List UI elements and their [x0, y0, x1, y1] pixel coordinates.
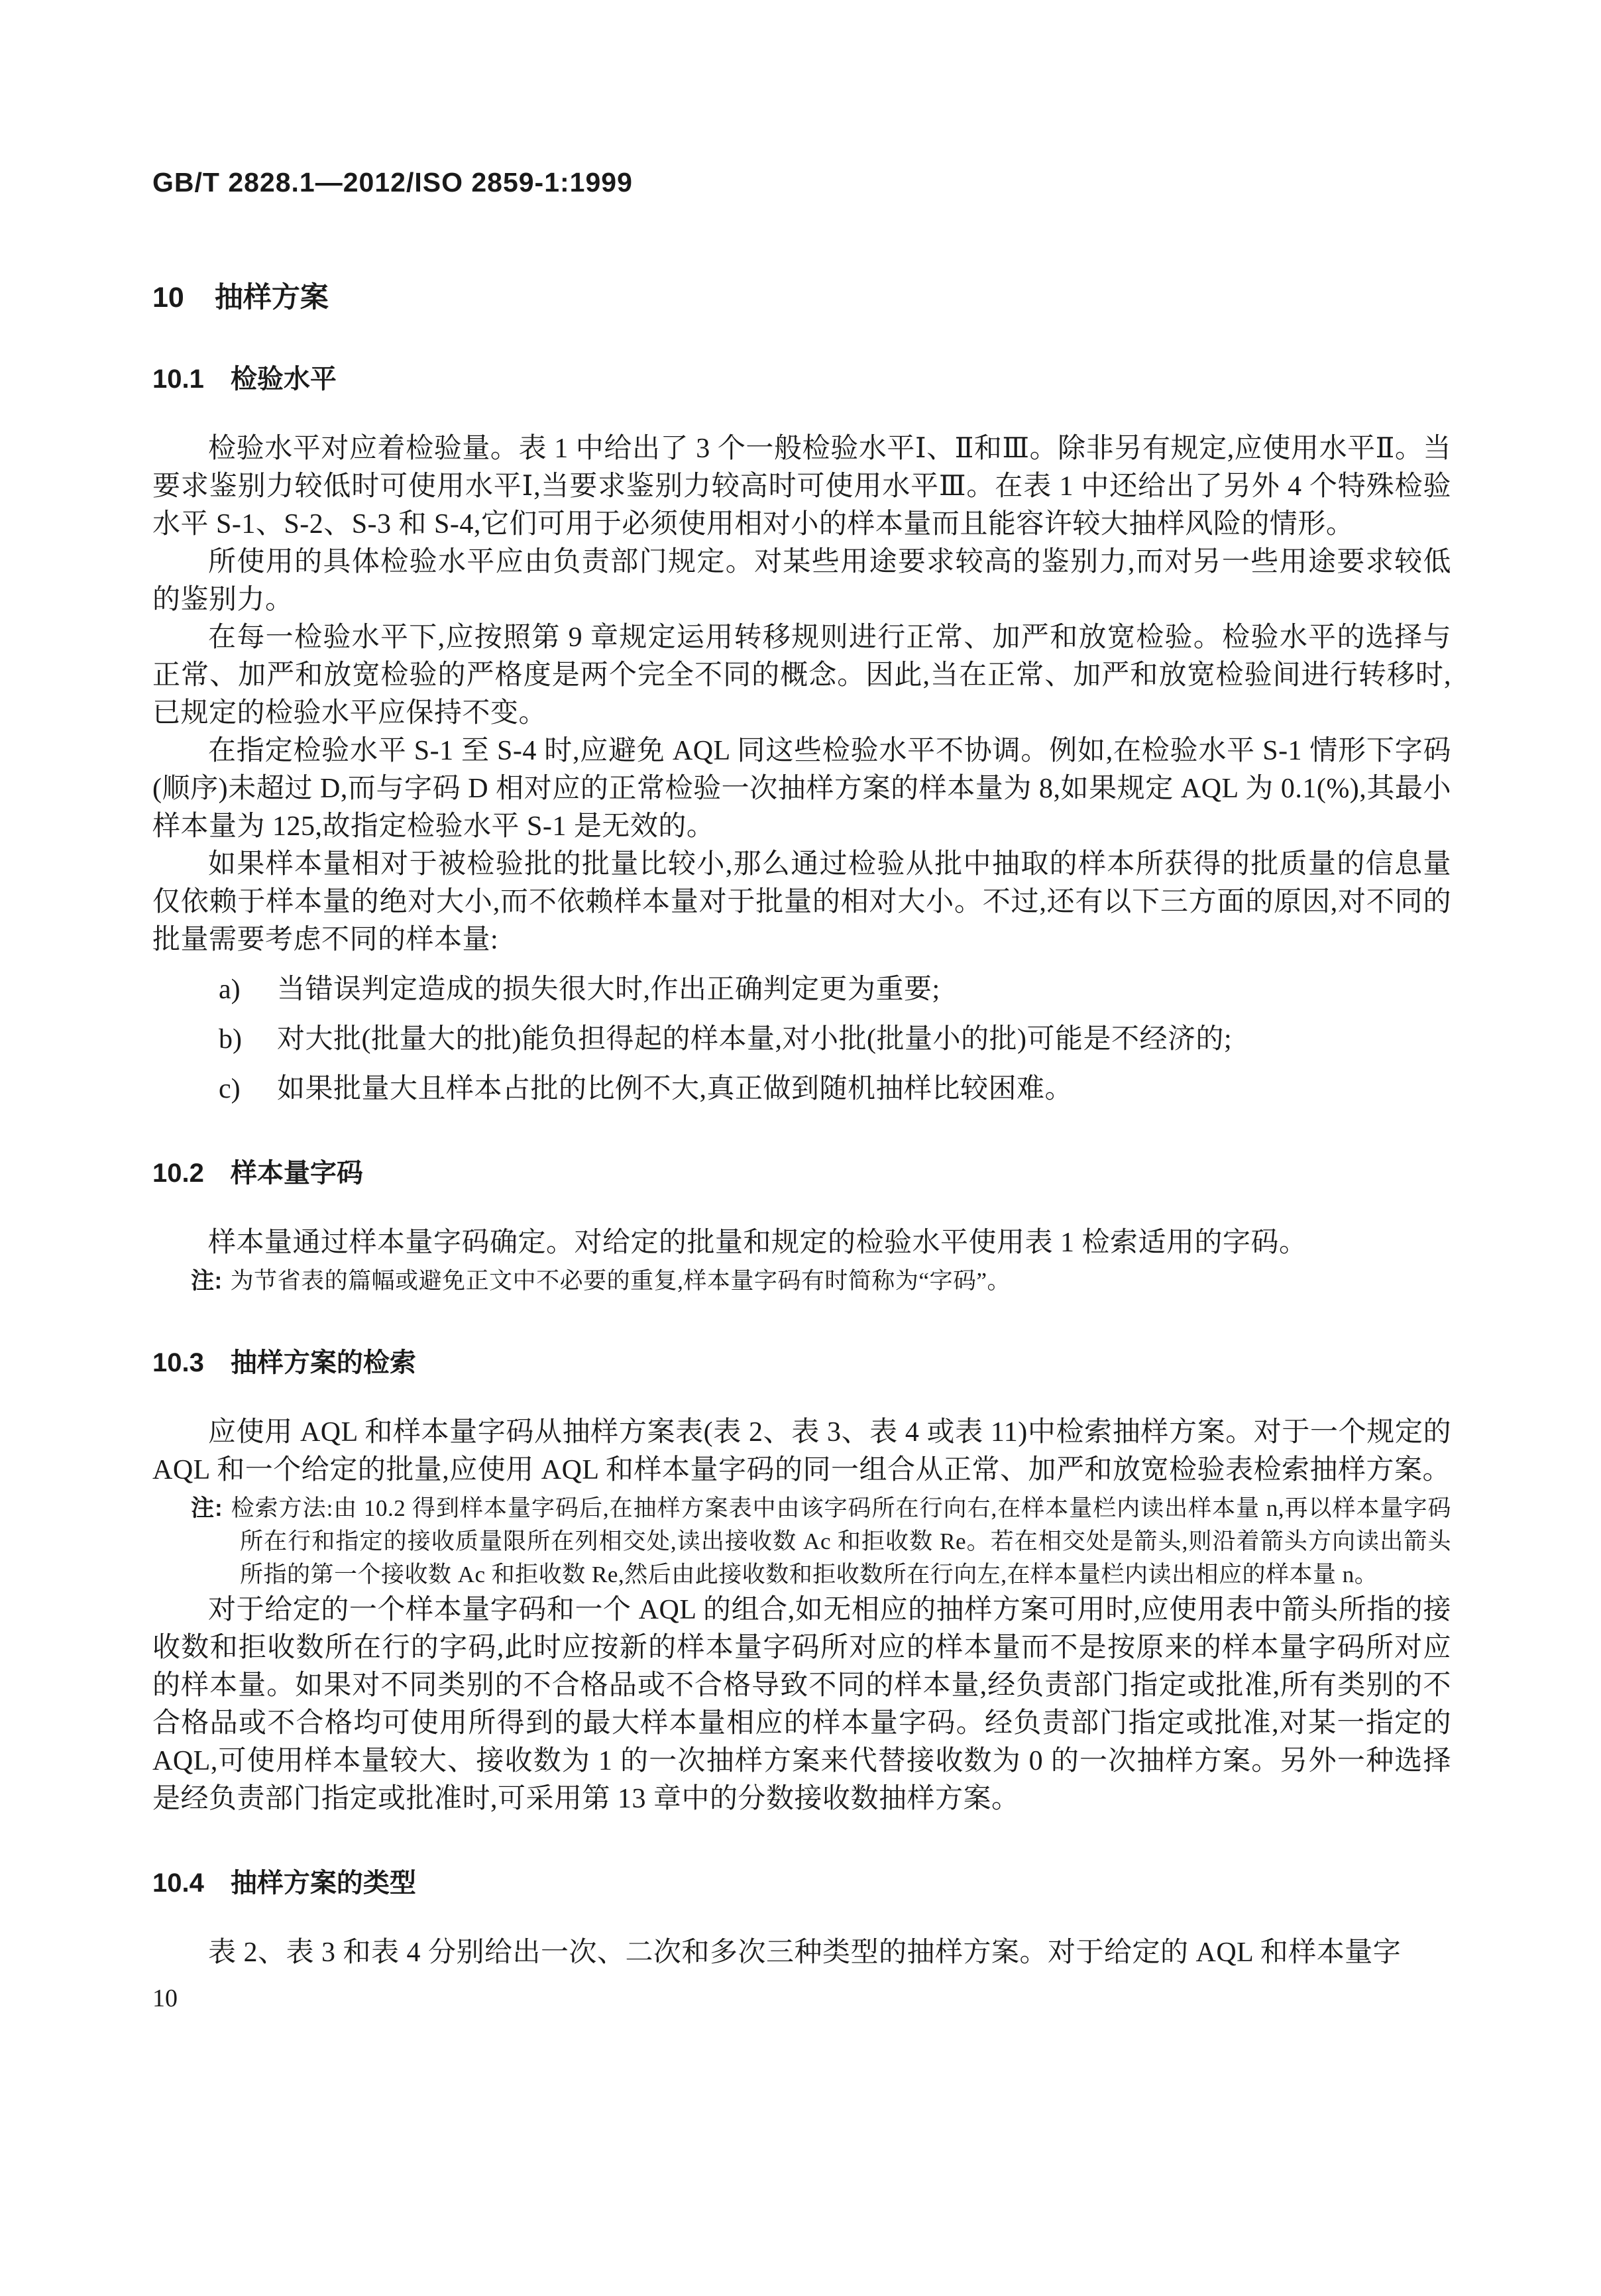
section-number: 10.1	[152, 365, 204, 394]
chapter-heading	[152, 275, 1451, 316]
paragraph: 检验水平对应着检验量。表 1 中给出了 3 个一般检验水平Ⅰ、Ⅱ和Ⅲ。除非另有规定,应使用水平Ⅱ。当要求鉴别力较低时可使用水平Ⅰ,当要求鉴别力较高时可使用水平Ⅲ。在表 1 中还给出了另外 4 个特殊检验水平 S-1、S-2、S-3 和 S-4,它们可用于必须使用相对小的样本量而且能容许较大抽样风险的情形。	[152, 433, 1451, 540]
list-marker: a)	[219, 974, 241, 1005]
paragraph: 在指定检验水平 S-1 至 S-4 时,应避免 AQL 同这些检验水平不协调。例如,在检验水平 S-1 情形下字码(顺序)未超过 D,而与字码 D 相对应的正常检验一次抽样方案的样本量为 8,如果规定 AQL 为 0.1(%),其最小样本量为 125,故指定检验水平 S-1 是无效的。	[152, 736, 1451, 842]
page-number: 10	[152, 1984, 178, 2012]
paragraph: 所使用的具体检验水平应由负责部门规定。对某些用途要求较高的鉴别力,而对另一些用途要求较低的鉴别力。	[152, 547, 1451, 615]
section-number: 10.3	[152, 1348, 204, 1377]
paragraph: 对于给定的一个样本量字码和一个 AQL 的组合,如无相应的抽样方案可用时,应使用表中箭头所指的接收数和拒收数所在行的字码,此时应按新的样本量字码所对应的样本量而不是按原来的样本量字码所对应的样本量。如果对不同类别的不合格品或不合格导致不同的样本量,经负责部门指定或批准,所有类别的不合格品或不合格均可使用所得到的最大样本量相应的样本量字码。经负责部门指定或批准,对某一指定的 AQL,可使用样本量较大、接收数为 1 的一次抽样方案来代替接收数为 0 的一次抽样方案。另外一种选择是经负责部门指定或批准时,可采用第 13 章中的分数接收数抽样方案。	[152, 1595, 1451, 1814]
note-text: 检索方法:由 10.2 得到样本量字码后,在抽样方案表中由该字码所在行向右,在样本量栏内读出样本量 n,再以样本量字码所在行和指定的接收质量限所在列相交处,读出接收数 Ac 和拒收数 Re。若在相交处是箭头,则沿着箭头方向读出箭头所指的第一个接收数 Ac 和拒收数 Re,然后由此接收数和拒收数所在行向左,在样本量栏内读出相应的样本量 n。	[231, 1495, 1452, 1587]
list-marker: c)	[219, 1074, 241, 1104]
note-label: 注:	[191, 1495, 223, 1521]
chapter-number: 10	[152, 282, 184, 314]
list-item	[152, 1070, 1451, 1108]
list-marker: b)	[219, 1024, 242, 1055]
note	[152, 1265, 1451, 1298]
section-title: 抽样方案的检索	[230, 1348, 416, 1377]
list-item-text: 当错误判定造成的损失很大时,作出正确判定更为重要;	[277, 974, 940, 1005]
section-heading-10-3	[152, 1342, 1451, 1379]
section-heading-10-2	[152, 1152, 1451, 1190]
section-heading-10-1	[152, 358, 1451, 396]
section-number: 10.4	[152, 1868, 204, 1898]
standard-number-header: GB/T 2828.1—2012/ISO 2859-1:1999	[152, 167, 633, 198]
list-item	[152, 971, 1451, 1009]
note-text: 为节省表的篇幅或避免正文中不必要的重复,样本量字码有时简称为“字码”。	[230, 1268, 1011, 1294]
paragraph: 应使用 AQL 和样本量字码从抽样方案表(表 2、表 3、表 4 或表 11)中检索抽样方案。对于一个规定的 AQL 和一个给定的批量,应使用 AQL 和样本量字码的同一组合从正常、加严和放宽检验表检索抽样方案。	[152, 1417, 1451, 1485]
chapter-title: 抽样方案	[214, 282, 329, 314]
note-label: 注:	[191, 1268, 223, 1294]
list-item	[152, 1021, 1451, 1059]
list-item-text: 如果批量大且样本占批的比例不大,真正做到随机抽样比较困难。	[277, 1074, 1074, 1104]
section-title: 抽样方案的类型	[230, 1868, 416, 1898]
section-number: 10.2	[152, 1159, 204, 1188]
paragraph: 如果样本量相对于被检验批的批量比较小,那么通过检验从批中抽取的样本所获得的批质量的信息量仅依赖于样本量的绝对大小,而不依赖样本量对于批量的相对大小。不过,还有以下三方面的原因,对不同的批量需要考虑不同的样本量:	[152, 849, 1451, 955]
paragraph: 表 2、表 3 和表 4 分别给出一次、二次和多次三种类型的抽样方案。对于给定的 AQL 和样本量字	[208, 1937, 1402, 1968]
section-title: 检验水平	[230, 365, 337, 394]
section-title: 样本量字码	[230, 1159, 363, 1188]
paragraph: 样本量通过样本量字码确定。对给定的批量和规定的检验水平使用表 1 检索适用的字码。	[208, 1228, 1307, 1258]
list-item-text: 对大批(批量大的批)能负担得起的样本量,对小批(批量小的批)可能是不经济的;	[277, 1024, 1233, 1055]
reason-list	[152, 971, 1451, 1108]
note	[152, 1492, 1451, 1591]
paragraph: 在每一检验水平下,应按照第 9 章规定运用转移规则进行正常、加严和放宽检验。检验水平的选择与正常、加严和放宽检验的严格度是两个完全不同的概念。因此,当在正常、加严和放宽检验间进行转移时,已规定的检验水平应保持不变。	[152, 622, 1451, 728]
section-heading-10-4	[152, 1862, 1451, 1900]
